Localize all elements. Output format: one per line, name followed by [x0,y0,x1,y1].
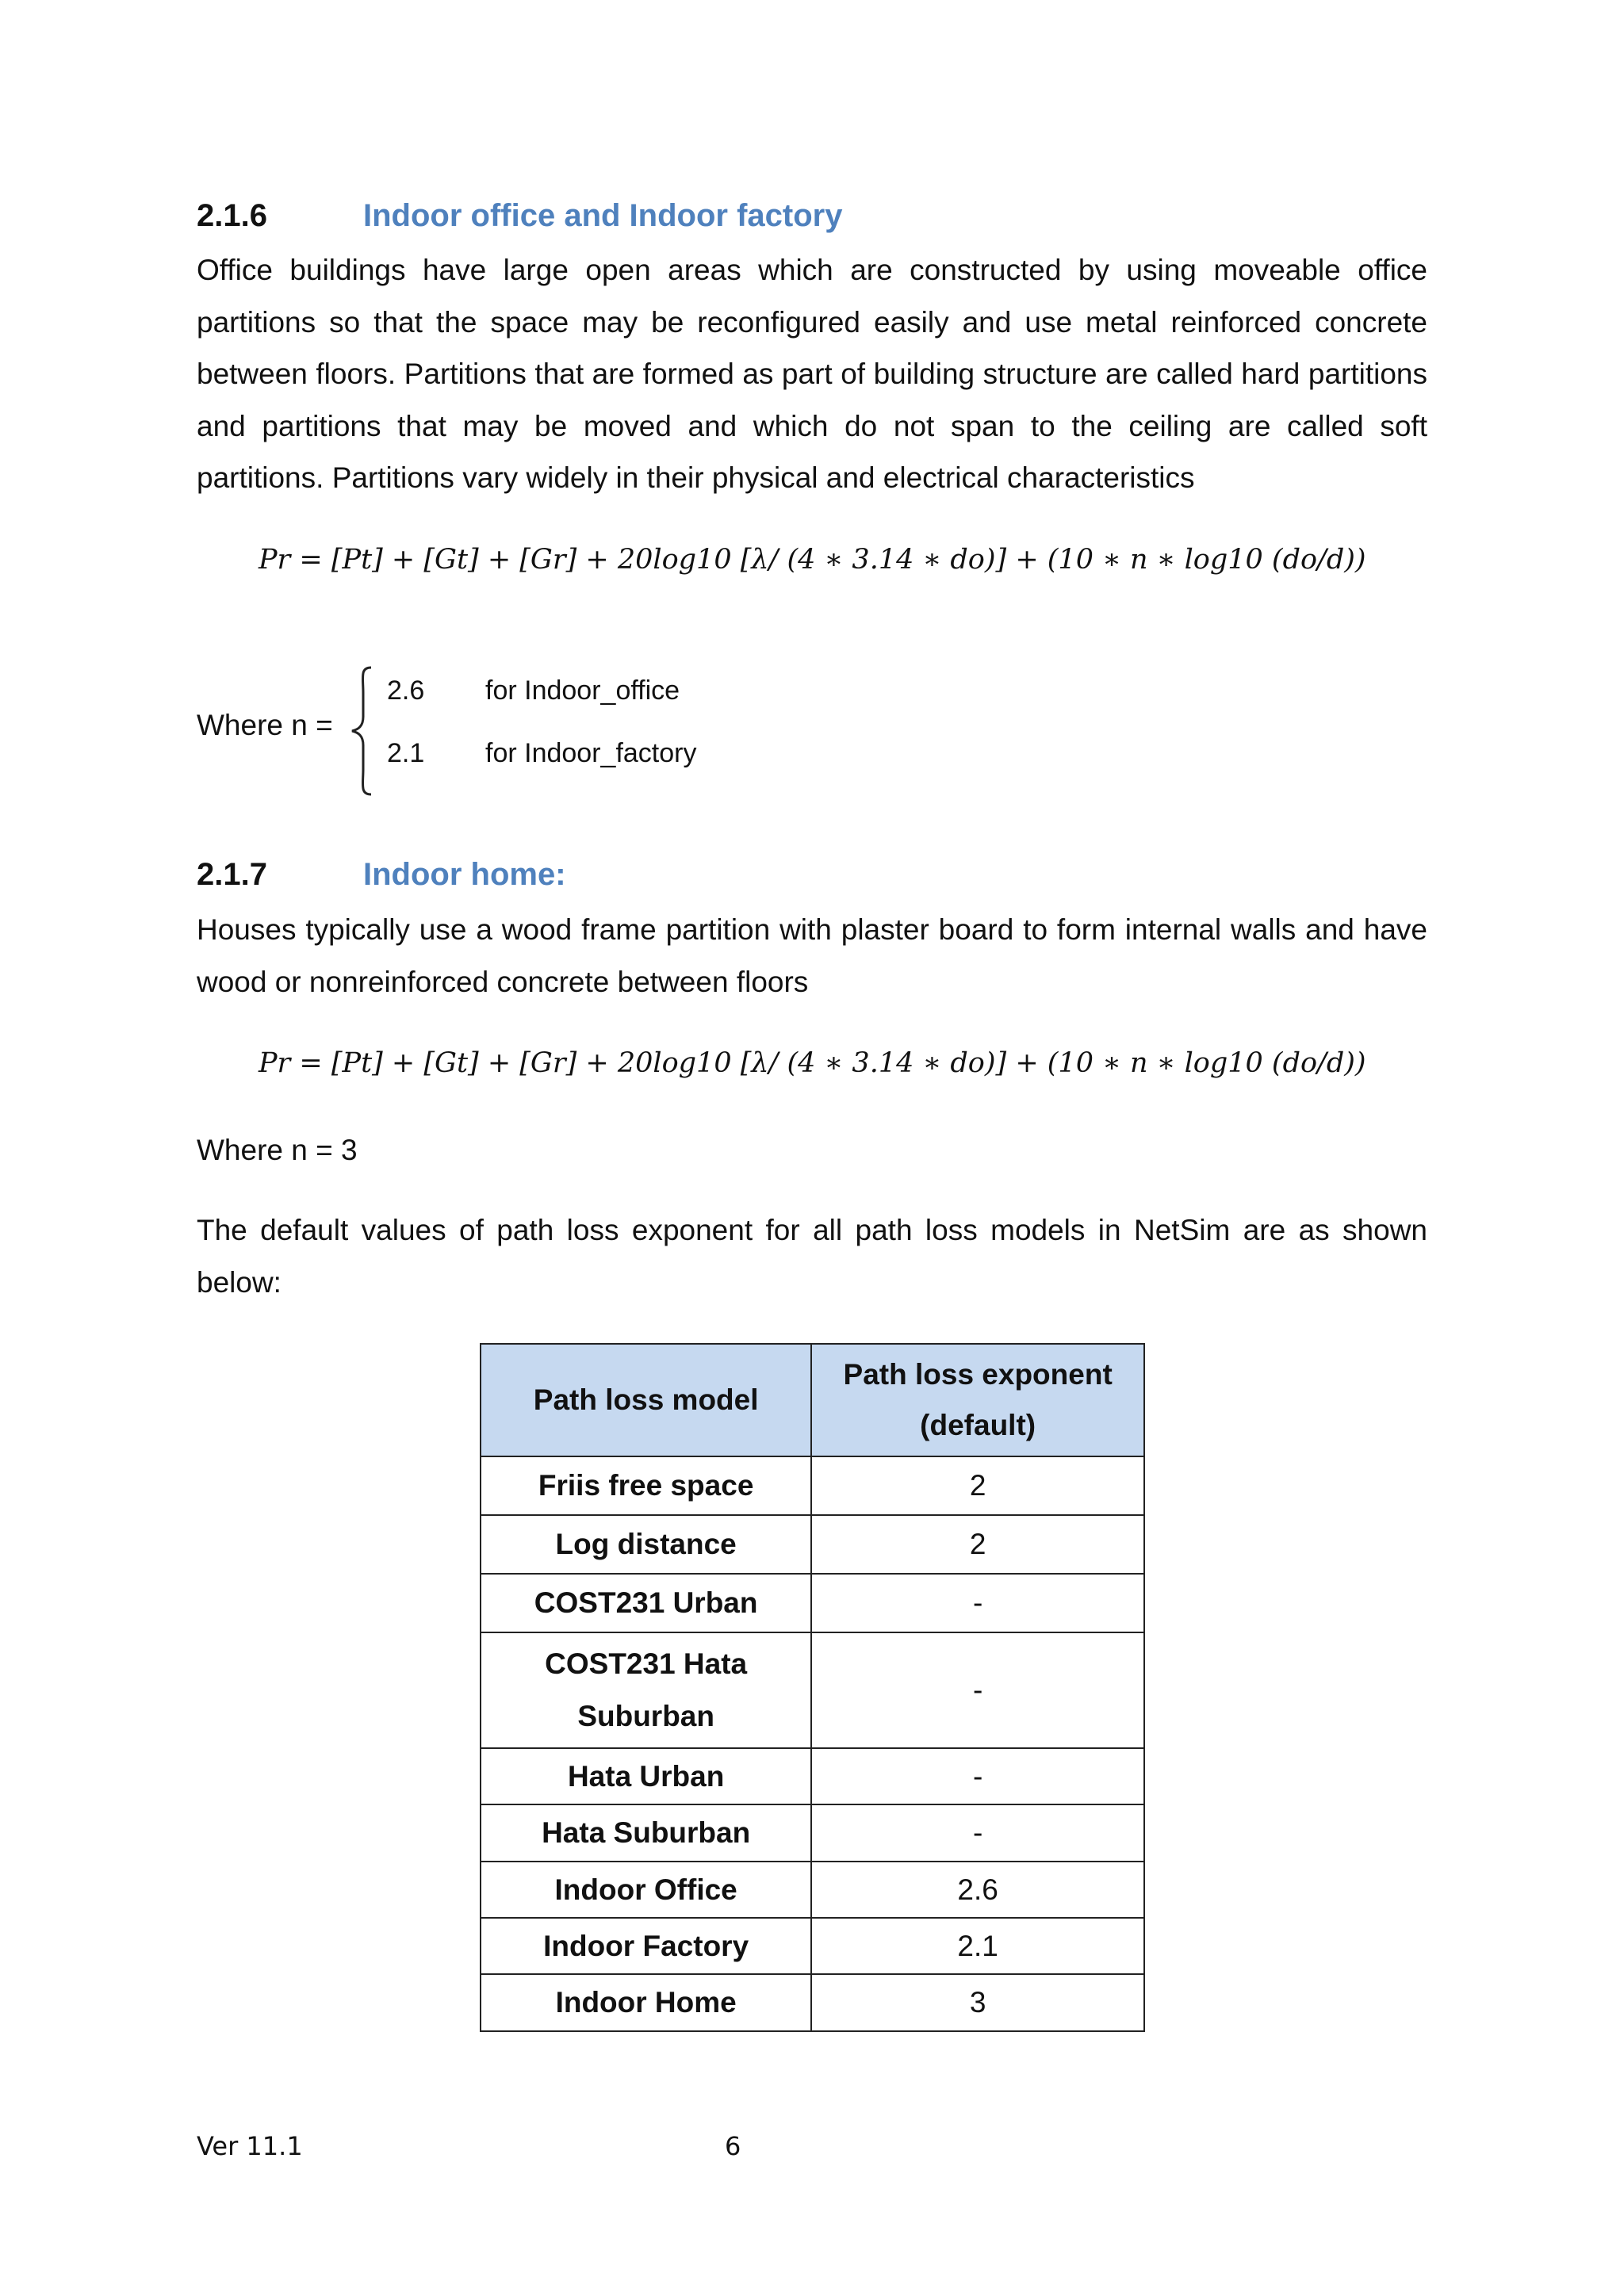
paragraph-office-buildings: Office buildings have large open areas which are constructed by using moveable office partitions so that the space may be reconfigured easily and use metal reinforced concrete between floors. Partitions that are formed as part of building structure are called hard partitions and partitions that may be moved and which do not span to the ceiling are called soft partitions. Partitions vary widely in their physical and electrical characteristics [197,254,1427,494]
table-row [481,1748,1144,1804]
section-heading-216 [197,192,842,239]
model-cell: Indoor Office [481,1862,811,1918]
table-row [481,1918,1144,1974]
model-cell: Friis free space [481,1456,811,1515]
section-title: Indoor office and Indoor factory [363,197,843,233]
model-cell: Log distance [481,1515,811,1574]
intro-paragraph: The default values of path loss exponent for all path loss models in NetSim are as shown below: [197,1214,1427,1299]
exponent-cell: 2.1 [811,1918,1144,1974]
table-header-row [481,1344,1144,1456]
exponent-cell: - [811,1574,1144,1632]
exponent-cell: - [811,1748,1144,1804]
paragraph-houses: Houses typically use a wood frame partition with plaster board to form internal walls and have wood or nonreinforced concrete between floors [197,913,1427,998]
table-row [481,1804,1144,1862]
exponent-cell: 2 [811,1515,1144,1574]
table-row [481,1974,1144,2031]
case-value: 2.1 [387,738,425,768]
exponent-cell: - [811,1804,1144,1862]
table-row [481,1862,1144,1918]
model-cell: Indoor Factory [481,1918,811,1974]
where-n-label: Where n = [197,709,333,741]
case-row-office [387,675,680,706]
exponent-cell: 3 [811,1974,1144,2031]
model-cell: Indoor Home [481,1974,811,2031]
section-heading-217 [197,851,566,898]
path-loss-formula-office: Pr = [Pt] + [Gt] + [Gr] + 20log10 [λ/ (4 ∗ 3.14 ∗ do)] + (10 ∗ n ∗ log10 (do/d)) [259,544,1366,576]
path-loss-table [480,1343,1145,2032]
case-row-factory [387,738,697,769]
model-cell: COST231 Urban [481,1574,811,1632]
exponent-cell: 2.6 [811,1862,1144,1918]
section-title: Indoor home: [363,856,566,892]
table-row [481,1632,1144,1748]
model-cell: Hata Urban [481,1748,811,1804]
header-path-loss-model: Path loss model [481,1344,811,1456]
section-number: 2.1.6 [197,197,267,233]
where-n-equals-3: Where n = 3 [197,1134,358,1166]
header-path-loss-exponent: Path loss exponent (default) [811,1344,1144,1456]
curly-brace-icon [347,664,379,798]
footer-page-number: 6 [725,2131,741,2161]
table-row [481,1515,1144,1574]
case-label: for Indoor_factory [485,738,697,768]
table-row [481,1574,1144,1632]
model-cell: Hata Suburban [481,1804,811,1862]
footer-version: Ver 11.1 [197,2131,303,2161]
case-value: 2.6 [387,675,425,706]
exponent-cell: - [811,1632,1144,1748]
model-cell: COST231 Hata Suburban [481,1632,811,1748]
table-row [481,1456,1144,1515]
path-loss-formula-home: Pr = [Pt] + [Gt] + [Gr] + 20log10 [λ/ (4 ∗ 3.14 ∗ do)] + (10 ∗ n ∗ log10 (do/d)) [259,1047,1366,1079]
section-number: 2.1.7 [197,856,267,892]
exponent-cell: 2 [811,1456,1144,1515]
case-label: for Indoor_office [485,675,680,706]
